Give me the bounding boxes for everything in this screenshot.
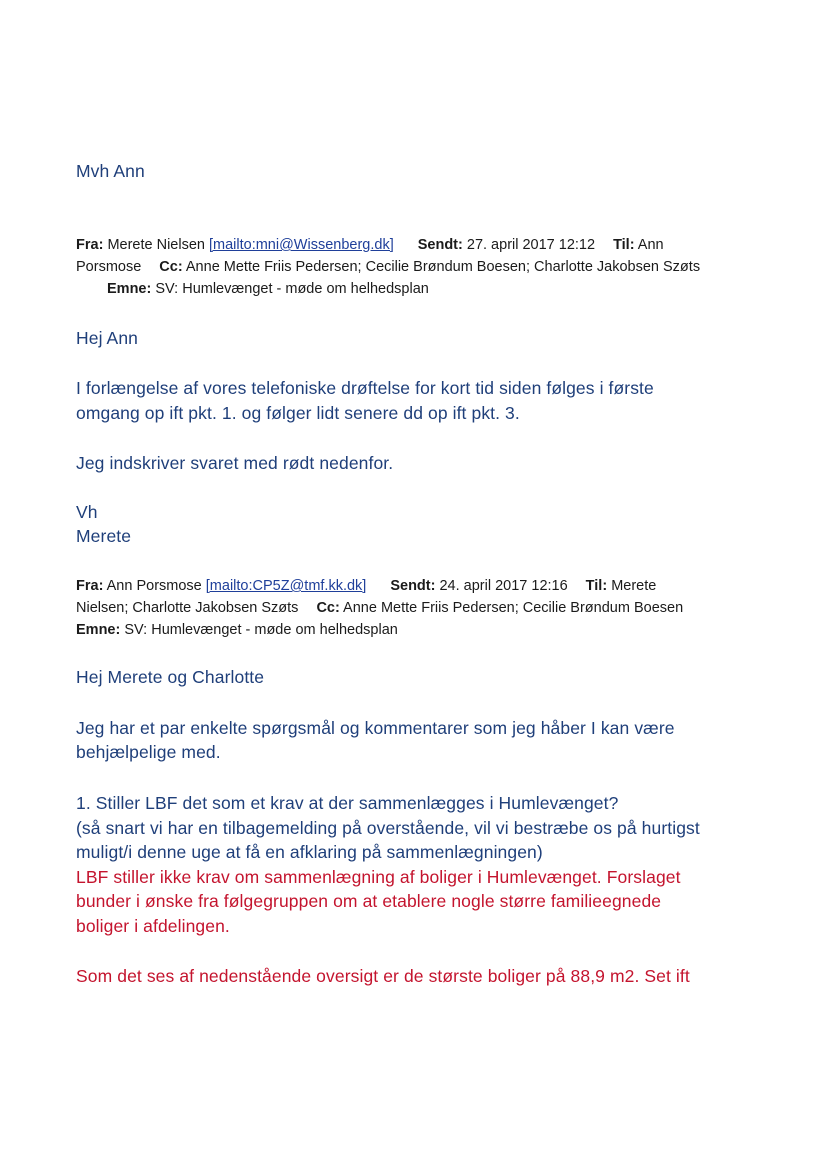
email2-subject-label: Emne: [76,622,121,638]
email2-sent-label: Sendt: [390,578,436,594]
email2-from-link[interactable]: [mailto:CP5Z@tmf.kk.dk] [205,578,367,594]
email1-body-line2: omgang op ift pkt. 1. og følger lidt senere dd op ift pkt. 3. [76,403,520,423]
email2-to-label: Til: [585,578,608,594]
email2-header-line1 [76,575,776,597]
email1-header [76,234,776,300]
email2-header-line3 [76,619,776,641]
email2-question1-line2: (så snart vi har en tilbagemelding på overstående, vil vi bestræbe os på hurtigst [76,818,700,838]
email2-header [76,575,776,641]
email2-question1-line3: muligt/i denne uge at få en afklaring på sammenlægningen) [76,842,543,862]
email2-to-value-b: Nielsen; Charlotte Jakobsen Szøts [76,600,299,616]
email2-answer-line2: bunder i ønske fra følgegruppen om at etablere nogle større familieegnede [76,891,662,911]
email1-cc-label: Cc: [159,259,183,275]
email1-body-line1: I forlængelse af vores telefoniske drøftelse for kort tid siden følges i første [76,378,654,398]
email1-closing-name: Merete [76,526,132,546]
email2-from-name: Ann Porsmose [106,578,202,594]
email2-cc-value: Anne Mette Friis Pedersen; Cecilie Brøndum Boesen [343,600,684,616]
email1-subject-label: Emne: [107,281,152,297]
email2-sent-value: 24. april 2017 12:16 [439,578,568,594]
email2-greeting: Hej Merete og Charlotte [76,667,265,687]
email1-from-label: Fra: [76,237,104,253]
email1-subject-value: SV: Humlevænget - møde om helhedsplan [155,281,429,297]
email1-header-line3 [76,278,776,300]
email2-subject-value: SV: Humlevænget - møde om helhedsplan [124,622,398,638]
email2-cc-label: Cc: [316,600,340,616]
email2-from-label: Fra: [76,578,104,594]
email1-header-line2 [76,256,776,278]
email1-sent-label: Sendt: [417,237,463,253]
email1-header-line1 [76,234,776,256]
email1-body-line3: Jeg indskriver svaret med rødt nedenfor. [76,453,394,473]
signoff-text: Mvh Ann [76,161,145,181]
email2-answer-line1: LBF stiller ikke krav om sammenlægning af boliger i Humlevænget. Forslaget [76,867,681,887]
email1-to-label: Til: [613,237,635,253]
email2-intro-line1: Jeg har et par enkelte spørgsmål og kommentarer som jeg håber I kan være [76,718,675,738]
email1-to-value-a: Ann [637,237,664,253]
email1-cc-value: Anne Mette Friis Pedersen; Cecilie Brøndum Boesen; Charlotte Jakobsen Szøts [185,259,701,275]
email2-header-line2 [76,597,776,619]
email1-from-link[interactable]: [mailto:mni@Wissenberg.dk] [208,237,394,253]
email2-question1-line1: 1. Stiller LBF det som et krav at der sammenlægges i Humlevænget? [76,793,619,813]
email1-closing-vh: Vh [76,502,98,522]
email1-greeting: Hej Ann [76,328,138,348]
email2-intro-line2: behjælpelige med. [76,742,221,762]
email2-answer-line3: boliger i afdelingen. [76,916,230,936]
email1-from-name: Merete Nielsen [107,237,205,253]
email1-sent-value: 27. april 2017 12:12 [466,237,596,253]
email2-answer-line4: Som det ses af nedenstående oversigt er de største boliger på 88,9 m2. Set ift [76,966,690,986]
email2-to-value-a: Merete [611,578,657,594]
email1-to-value-b: Porsmose [76,259,142,275]
